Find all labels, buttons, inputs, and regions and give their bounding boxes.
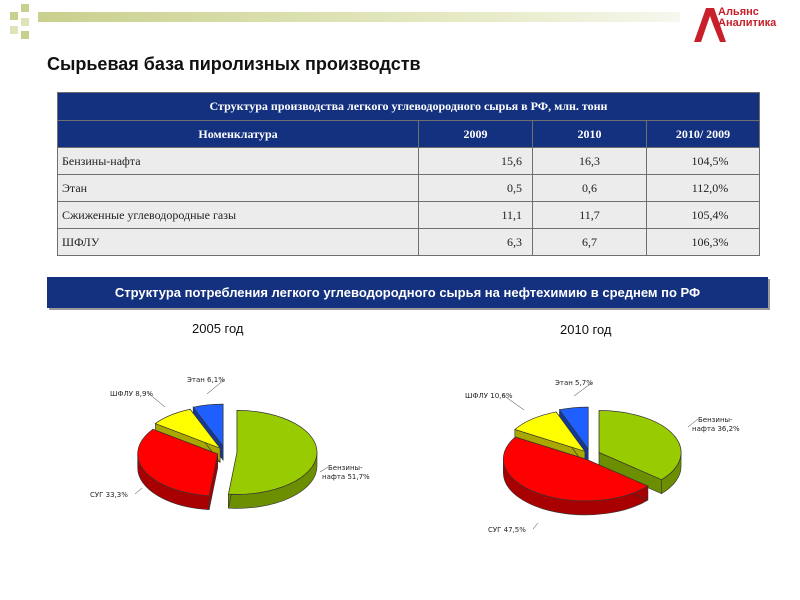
pie-label: ШФЛУ 10,6% xyxy=(465,392,513,400)
chart-title-2005: 2005 год xyxy=(192,321,244,336)
table-cell: Сжиженные углеводородные газы xyxy=(58,202,419,229)
chart-title-2010: 2010 год xyxy=(560,322,612,337)
pie-label: нафта 51,7% xyxy=(322,473,370,481)
table-cell: 6,7 xyxy=(533,229,647,256)
leader-line xyxy=(533,523,538,529)
table-cell: 11,1 xyxy=(419,202,533,229)
column-header: 2009 xyxy=(419,121,533,148)
leader-line xyxy=(135,488,142,494)
table-cell: Этан xyxy=(58,175,419,202)
pie-label: нафта 36,2% xyxy=(692,425,740,433)
column-header: 2010/ 2009 xyxy=(647,121,760,148)
column-header: Номенклатура xyxy=(58,121,419,148)
table-cell: 106,3% xyxy=(647,229,760,256)
table-cell: Бензины-нафта xyxy=(58,148,419,175)
pie-label: Бензины- xyxy=(698,416,733,424)
pie-0 xyxy=(90,376,370,510)
pie-label: СУГ 47,5% xyxy=(488,526,526,534)
pie-label: Бензины- xyxy=(328,464,363,472)
table-cell: 11,7 xyxy=(533,202,647,229)
table-cell: 15,6 xyxy=(419,148,533,175)
table-cell: 16,3 xyxy=(533,148,647,175)
table-cell: ШФЛУ xyxy=(58,229,419,256)
table-cell: 105,4% xyxy=(647,202,760,229)
pie-label: Этан 5,7% xyxy=(555,379,593,387)
table-cell: 0,5 xyxy=(419,175,533,202)
consumption-banner: Структура потребления легкого углеводородного сырья на нефтехимию в среднем по РФ xyxy=(47,277,768,308)
pie-1 xyxy=(465,379,740,534)
table-caption: Структура производства легкого углеводородного сырья в РФ, млн. тонн xyxy=(58,93,760,121)
pie-label: СУГ 33,3% xyxy=(90,491,128,499)
page-title: Сырьевая база пиролизных производств xyxy=(47,54,421,74)
column-header: 2010 xyxy=(533,121,647,148)
table-cell: 6,3 xyxy=(419,229,533,256)
table-cell: 112,0% xyxy=(647,175,760,202)
logo-line2: Аналитика xyxy=(718,17,777,29)
table-cell: 104,5% xyxy=(647,148,760,175)
pie-label: Этан 6,1% xyxy=(187,376,225,384)
table-cell: 0,6 xyxy=(533,175,647,202)
pie-label: ШФЛУ 8,9% xyxy=(110,390,154,398)
logo-line1: Альянс xyxy=(718,6,759,18)
leader-line xyxy=(320,467,328,472)
